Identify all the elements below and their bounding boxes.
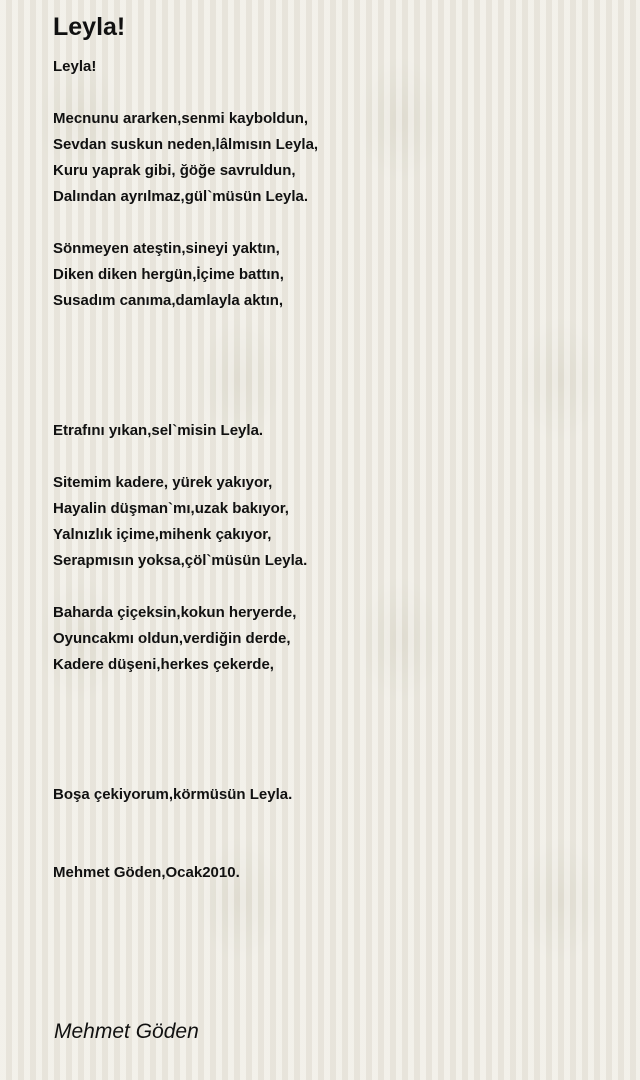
poem-line: Oyuncakmı oldun,verdiğin derde, [53, 630, 291, 647]
blank-line [53, 340, 613, 366]
poem-line: Yalnızlık içime,mihenk çakıyor, [53, 526, 272, 543]
poem-line: Susadım canıma,damlayla aktın, [53, 292, 284, 309]
blank-line [53, 366, 613, 392]
poem-author: Mehmet Göden [54, 1020, 199, 1043]
poem-line: Mehmet Göden,Ocak2010. [53, 864, 240, 881]
blank-line [53, 730, 613, 756]
blank-line [53, 574, 613, 600]
poem-line: Sevdan suskun neden,lâlmısın Leyla, [53, 136, 319, 153]
poem-line: Mecnunu ararken,senmi kayboldun, [53, 110, 309, 127]
blank-line [53, 834, 613, 860]
blank-line [53, 704, 613, 730]
blank-line [53, 678, 613, 704]
poem-body [53, 54, 613, 886]
poem-line: Leyla! [53, 58, 97, 75]
poem-line: Sitemim kadere, yürek yakıyor, [53, 474, 273, 491]
poem-line: Hayalin düşman`mı,uzak bakıyor, [53, 500, 289, 517]
poem-line: Diken diken hergün,İçime battın, [53, 266, 284, 283]
blank-line [53, 756, 613, 782]
poem-line: Etrafını yıkan,sel`misin Leyla. [53, 422, 264, 439]
poem-line: Baharda çiçeksin,kokun heryerde, [53, 604, 297, 621]
poem-line: Sönmeyen ateştin,sineyi yaktın, [53, 240, 280, 257]
blank-line [53, 314, 613, 340]
blank-line [53, 392, 613, 418]
blank-line [53, 444, 613, 470]
poem-title: Leyla! [53, 13, 126, 41]
blank-line [53, 808, 613, 834]
blank-line [53, 80, 613, 106]
poem-line: Boşa çekiyorum,körmüsün Leyla. [53, 786, 293, 803]
poem-line: Dalından ayrılmaz,gül`müsün Leyla. [53, 188, 309, 205]
poem-line: Serapmısın yoksa,çöl`müsün Leyla. [53, 552, 308, 569]
poem-line: Kuru yaprak gibi, ğöğe savruldun, [53, 162, 296, 179]
poem-line: Kadere düşeni,herkes çekerde, [53, 656, 274, 673]
blank-line [53, 210, 613, 236]
